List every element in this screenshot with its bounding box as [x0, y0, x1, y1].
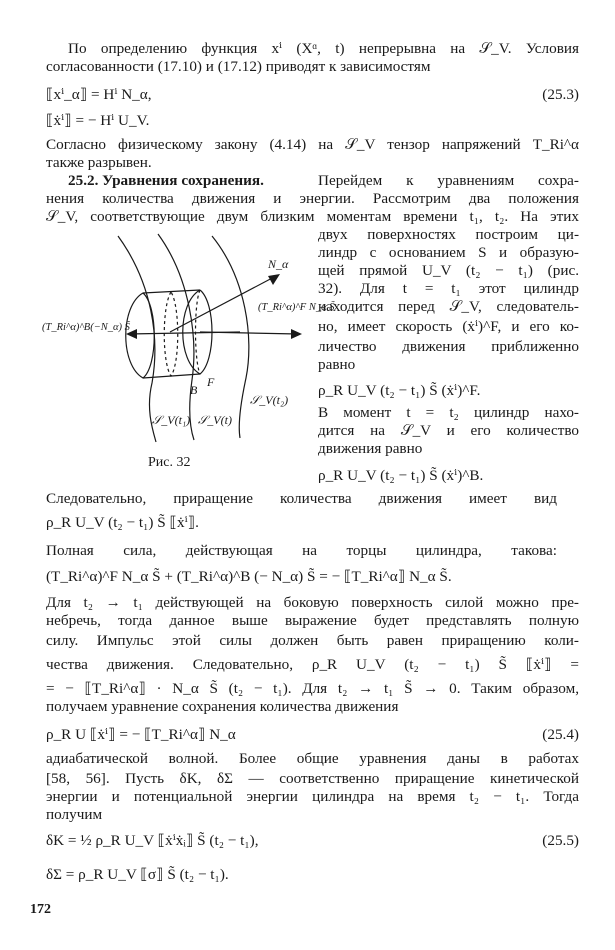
- arrowhead-forward: [291, 329, 302, 339]
- label-n-alpha: N_α: [268, 257, 289, 271]
- text-line-29: энергии и потенциальной энергии цилиндра на время t₂ − t₁. Тогда: [46, 788, 579, 805]
- text-line-14: личество движения приближенно: [318, 338, 579, 355]
- text-line-9: линдр с основанием S и образую-: [318, 244, 579, 261]
- surface-s-t: [158, 234, 194, 440]
- label-s-t2: 𝒮_V(t₂): [250, 393, 289, 407]
- text-line-26: получаем уравнение сохранения количества движения: [46, 698, 399, 715]
- text-line-19: Следовательно, приращение количества движения имеет вид: [46, 490, 557, 507]
- label-b: B: [190, 383, 198, 397]
- text-line-17: дится на 𝒮_V и его количество: [318, 422, 579, 439]
- label-f: F: [207, 375, 215, 389]
- text-line-30: получим: [46, 806, 103, 823]
- figure-caption: Рис. 32: [148, 455, 191, 470]
- label-t-forward: (T_Ri^α)^F N_α S̃: [258, 302, 335, 313]
- formula-momentum-front: ρ_R U_V (t₂ − t₁) S̃ (ẋⁱ)^F.: [318, 382, 481, 399]
- text-line-21: Для t₂ → t₁ действующей на боковую поверхность силой можно пре-: [46, 594, 579, 611]
- text-line-22: небречь, тогда данное выше выражение будет представлять полную: [46, 612, 579, 629]
- formula-total-force: (T_Ri^α)^F N_α S̃ + (T_Ri^α)^B (− N_α) S̃ = − ⟦T_Ri^α⟧ N_α S̃.: [46, 568, 452, 585]
- text-line-10: щей прямой U_V (t₂ − t₁) (рис.: [318, 262, 579, 279]
- text-line-7: 𝒮_V, соответствующие двум близким моментам времени t₁, t₂. На этих: [46, 208, 579, 225]
- text-line-16: В момент t = t₂ цилиндр нахо-: [318, 404, 579, 421]
- text-line-4: также разрывен.: [46, 154, 152, 171]
- equation-number-25-3: (25.3): [542, 86, 579, 103]
- text-line-11: 32). Для t = t₁ этот цилиндр: [318, 280, 579, 297]
- text-line-24: чества движения. Следовательно, ρ_R U_V (t₂ − t₁) S̃ ⟦ẋⁱ⟧ =: [46, 656, 579, 673]
- section-heading: 25.2. Уравнения сохранения.: [68, 172, 264, 189]
- formula-momentum-increment: ρ_R U_V (t₂ − t₁) S̃ ⟦ẋⁱ⟧.: [46, 514, 199, 531]
- text-line-5: Перейдем к уравнениям сохра-: [318, 172, 579, 189]
- text-line-18: движения равно: [318, 440, 423, 457]
- equation-jump-gradient: ⟦xⁱ_α⟧ = Hⁱ N_α,: [46, 86, 152, 103]
- cylinder-right-back: [196, 290, 201, 374]
- text-line-15: равно: [318, 356, 356, 373]
- text-line-23: силу. Импульс этой силы должен быть равен приращению коли-: [46, 632, 579, 649]
- cylinder-middle-section: [164, 292, 178, 376]
- equation-conservation-momentum: ρ_R U ⟦ẋⁱ⟧ = − ⟦T_Ri^α⟧ N_α: [46, 726, 236, 743]
- text-line-25: = − ⟦T_Ri^α⟧ · N_α S̃ (t₂ − t₁). Для t₂ → t₁ S̃ → 0. Таким образом,: [46, 680, 579, 697]
- text-line-13: но, имеет скорость (ẋⁱ)^F, и его ко-: [318, 318, 579, 335]
- text-line-1: По определению функция xⁱ (Xᵅ, t) непрерывна на 𝒮_V. Условия: [68, 40, 579, 57]
- equation-number-25-4: (25.4): [542, 726, 579, 743]
- equation-potential-energy: δΣ = ρ_R U_V ⟦σ⟧ S̃ (t₂ − t₁).: [46, 866, 229, 883]
- figure-32: [40, 228, 335, 476]
- label-t-backward: (T_Ri^α)^B(−N_α) S̃: [42, 322, 130, 333]
- equation-kinetic-energy: δK = ½ ρ_R U_V ⟦ẋⁱẋᵢ⟧ S̃ (t₂ − t₁),: [46, 832, 259, 849]
- surface-s-t2: [212, 236, 249, 438]
- text-line-20: Полная сила, действующая на торцы цилиндра, такова:: [46, 542, 557, 559]
- label-s-t: 𝒮_V(t): [198, 413, 232, 427]
- text-line-27: адиабатической волной. Более общие уравнения даны в работах: [46, 750, 579, 767]
- label-s-t1: 𝒮_V(t₁): [152, 413, 191, 427]
- text-line-28: [58, 56]. Пусть δK, δΣ — соответственно приращение кинетической: [46, 770, 579, 787]
- page-number: 172: [30, 902, 51, 917]
- text-line-3: Согласно физическому закону (4.14) на 𝒮_V тензор напряжений T_Ri^α: [46, 136, 579, 153]
- text-line-6: нения количества движения и энергии. Рассмотрим два положения: [46, 190, 579, 207]
- formula-momentum-back: ρ_R U_V (t₂ − t₁) S̃ (ẋⁱ)^B.: [318, 467, 484, 484]
- equation-number-25-5: (25.5): [542, 832, 579, 849]
- text-line-12: находится перед 𝒮_V, следователь-: [318, 298, 579, 315]
- equation-jump-velocity: ⟦ẋⁱ⟧ = − Hⁱ U_V.: [46, 112, 150, 129]
- text-line-8: двух поверхностях построим ци-: [318, 226, 579, 243]
- text-line-2: согласованности (17.10) и (17.12) приводят к зависимостям: [46, 58, 431, 75]
